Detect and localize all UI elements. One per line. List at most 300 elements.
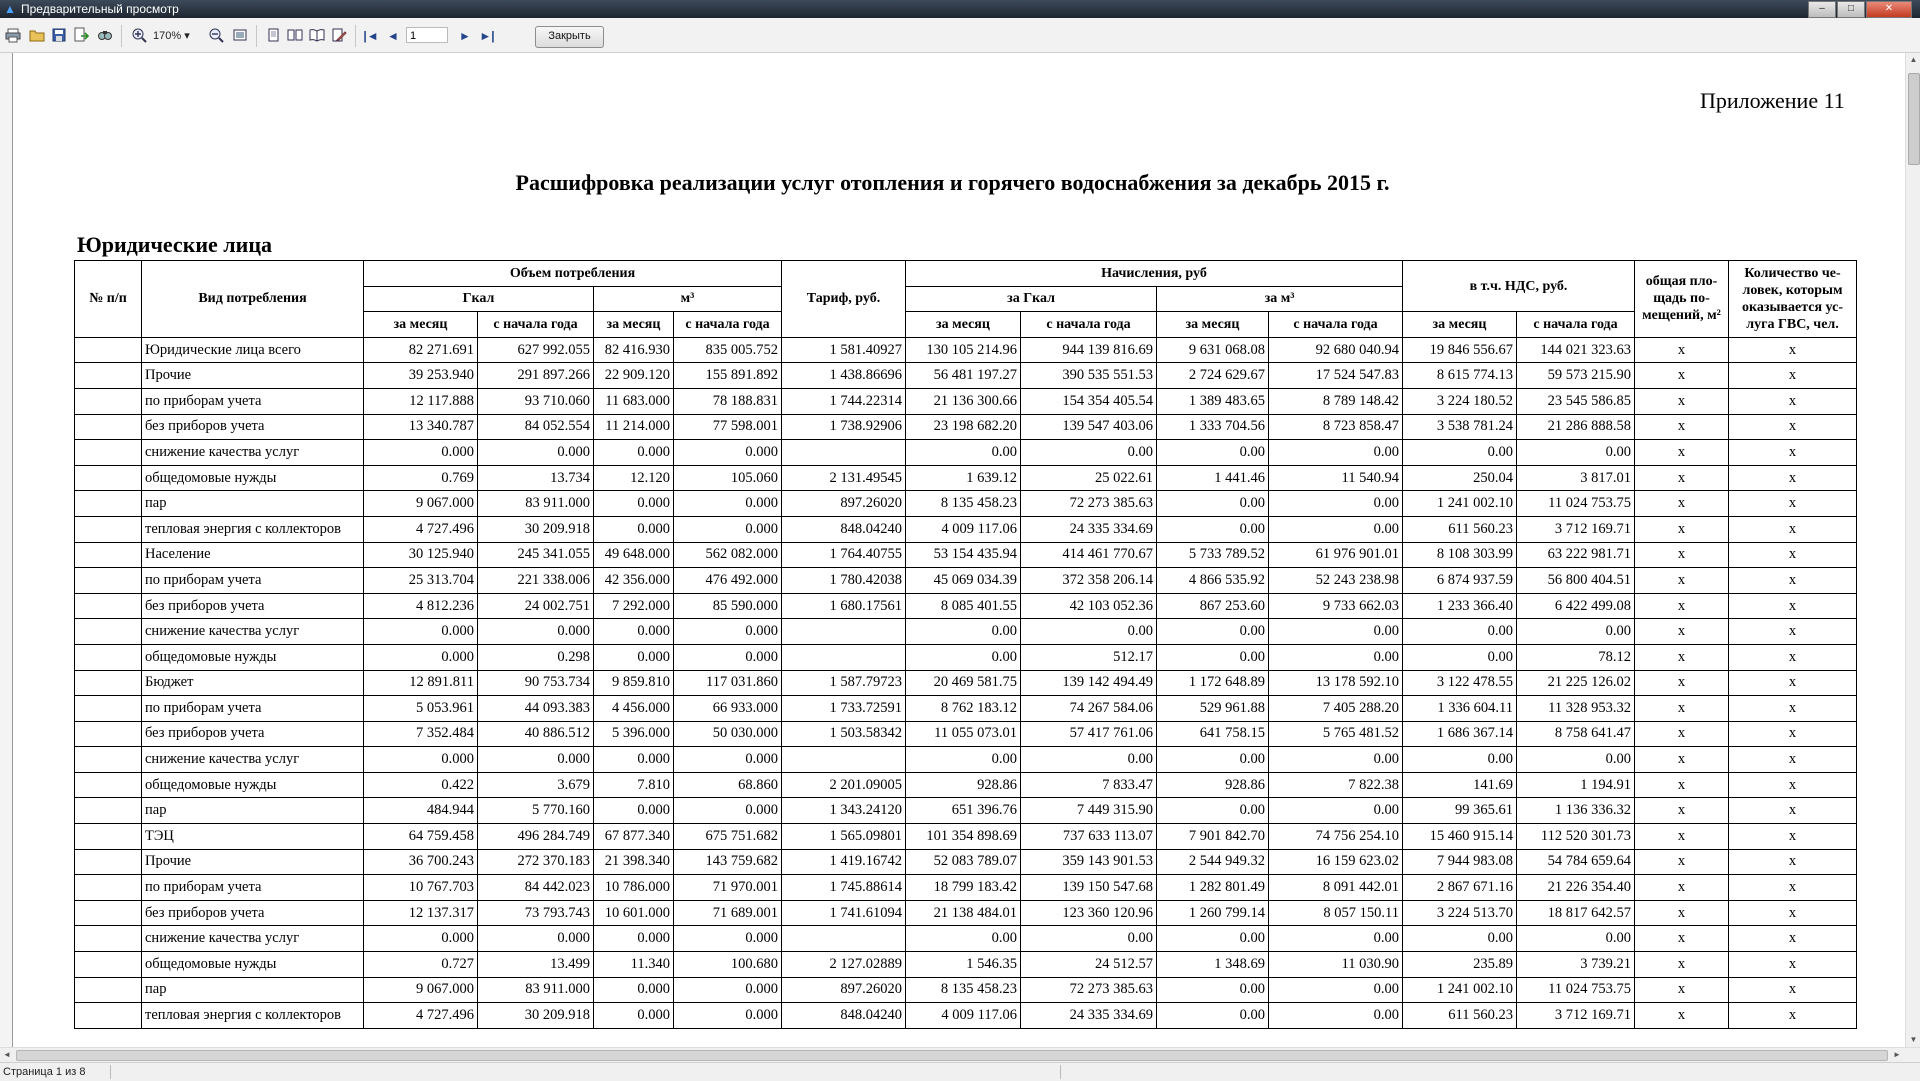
table-cell: 0.000 [674,747,782,773]
table-cell: 24 335 334.69 [1021,1003,1157,1029]
table-cell: 36 700.243 [364,849,478,875]
table-cell: 0.00 [1269,977,1403,1003]
row-label-cell: общедомовые нужды [142,952,364,978]
find-icon[interactable] [96,27,114,45]
table-cell: 139 150 547.68 [1021,875,1157,901]
table-cell: 42 103 052.36 [1021,593,1157,619]
row-label-cell: пар [142,977,364,1003]
table-cell: 139 547 403.06 [1021,414,1157,440]
table-cell: 641 758.15 [1157,721,1269,747]
row-number-cell [75,900,142,926]
table-cell: 1 233 366.40 [1403,593,1517,619]
row-label-cell: снижение качества услуг [142,747,364,773]
table-cell [782,926,906,952]
table-cell: 99 365.61 [1403,798,1517,824]
table-cell: 0.00 [906,440,1021,466]
table-row [75,824,1857,850]
table-cell: 5 396.000 [594,721,674,747]
single-page-icon[interactable] [264,27,282,45]
table-cell: 0.422 [364,772,478,798]
table-row [75,1003,1857,1029]
table-cell: 3 817.01 [1517,465,1635,491]
table-cell: 0.000 [594,619,674,645]
table-cell: 101 354 898.69 [906,824,1021,850]
header-per-gcal: за Гкал [906,286,1157,312]
last-page-button[interactable]: ►| [479,29,495,43]
export-icon[interactable] [72,27,90,45]
table-cell: 484.944 [364,798,478,824]
table-cell: x [1635,542,1729,568]
table-cell: 92 680 040.94 [1269,337,1403,363]
table-cell: 9 733 662.03 [1269,593,1403,619]
row-number-cell [75,824,142,850]
table-cell: x [1729,363,1857,389]
table-cell: 737 633 113.07 [1021,824,1157,850]
table-cell: 7 352.484 [364,721,478,747]
table-row [75,977,1857,1003]
table-cell: 82 271.691 [364,337,478,363]
zoom-in-icon[interactable] [130,27,148,45]
table-cell: x [1635,593,1729,619]
table-row [75,875,1857,901]
table-cell: 67 877.340 [594,824,674,850]
row-number-cell [75,926,142,952]
edit-icon[interactable] [330,27,348,45]
table-cell: 13 178 592.10 [1269,670,1403,696]
header-num: № п/п [75,261,142,338]
table-cell: 10 601.000 [594,900,674,926]
print-icon[interactable] [4,27,22,45]
toolbar-separator [355,25,356,47]
table-cell: x [1729,414,1857,440]
table-cell: 40 886.512 [478,721,594,747]
scroll-right-icon[interactable]: ► [1893,1050,1901,1059]
table-cell: 12.120 [594,465,674,491]
table-cell: 4 812.236 [364,593,478,619]
row-label-cell: общедомовые нужды [142,644,364,670]
table-cell: 1 780.42038 [782,568,906,594]
page-number-input[interactable]: 1 [406,27,448,43]
table-cell: 0.000 [594,926,674,952]
table-cell: 39 253.940 [364,363,478,389]
window-titlebar [0,0,1920,18]
header-tariff: Тариф, руб. [782,261,906,338]
next-page-button[interactable]: ► [459,29,471,43]
table-cell: 0.000 [594,977,674,1003]
table-cell: 0.000 [364,926,478,952]
table-cell: 8 758 641.47 [1517,721,1635,747]
two-pages-icon[interactable] [286,27,304,45]
table-cell: 0.000 [674,977,782,1003]
table-cell: 21 286 888.58 [1517,414,1635,440]
table-cell: 867 253.60 [1157,593,1269,619]
table-cell: 1 343.24120 [782,798,906,824]
table-cell: 6 874 937.59 [1403,568,1517,594]
table-cell: 12 891.811 [364,670,478,696]
table-row [75,798,1857,824]
header-m3: м³ [594,286,782,312]
row-number-cell [75,670,142,696]
table-cell: 414 461 770.67 [1021,542,1157,568]
table-cell: x [1729,593,1857,619]
maximize-button[interactable]: □ [1837,1,1865,18]
row-label-cell: пар [142,491,364,517]
table-cell: 1 764.40755 [782,542,906,568]
row-number-cell [75,1003,142,1029]
table-cell: 1 438.86696 [782,363,906,389]
table-cell: 6 422 499.08 [1517,593,1635,619]
table-row [75,414,1857,440]
table-cell: 78 188.831 [674,388,782,414]
table-cell: 8 723 858.47 [1269,414,1403,440]
open-icon[interactable] [28,27,46,45]
table-cell: x [1729,977,1857,1003]
table-cell: x [1635,465,1729,491]
book-icon[interactable] [308,27,326,45]
table-cell: 0.00 [1403,644,1517,670]
table-cell: 897.26020 [782,491,906,517]
table-cell: 8 135 458.23 [906,977,1021,1003]
table-cell: 0.00 [1157,644,1269,670]
table-cell: x [1635,670,1729,696]
table-cell: 52 083 789.07 [906,849,1021,875]
table-cell: 77 598.001 [674,414,782,440]
header-month: за месяц [364,312,478,338]
table-cell: x [1635,798,1729,824]
table-cell: 7 944 983.08 [1403,849,1517,875]
row-label-cell: Прочие [142,849,364,875]
table-cell: 7 901 842.70 [1157,824,1269,850]
table-cell: 8 615 774.13 [1403,363,1517,389]
table-cell: 0.000 [478,619,594,645]
table-cell: 9 859.810 [594,670,674,696]
table-cell: 8 108 303.99 [1403,542,1517,568]
page-left-margin [0,53,13,1047]
table-cell: 0.000 [674,491,782,517]
table-cell: 123 360 120.96 [1021,900,1157,926]
table-cell: 74 267 584.06 [1021,696,1157,722]
row-number-cell [75,644,142,670]
table-cell: 64 759.458 [364,824,478,850]
table-cell: 944 139 816.69 [1021,337,1157,363]
table-cell: x [1729,644,1857,670]
table-cell: 1 348.69 [1157,952,1269,978]
row-number-cell [75,337,142,363]
row-number-cell [75,363,142,389]
first-page-button[interactable]: |◄ [363,29,379,43]
table-cell: 2 867 671.16 [1403,875,1517,901]
row-label-cell: тепловая энергия с коллекторов [142,516,364,542]
table-cell [782,619,906,645]
table-cell: 30 125.940 [364,542,478,568]
table-cell: 1 333 704.56 [1157,414,1269,440]
page-status: Страница 1 из 8 [3,1066,86,1078]
table-cell: 1 680.17561 [782,593,906,619]
table-cell: 0.00 [1021,619,1157,645]
table-cell: 0.000 [674,440,782,466]
table-cell: x [1729,849,1857,875]
row-label-cell: общедомовые нужды [142,465,364,491]
row-label-cell: общедомовые нужды [142,772,364,798]
row-number-cell [75,542,142,568]
table-cell: x [1729,388,1857,414]
table-cell: 272 370.183 [478,849,594,875]
table-cell: x [1635,875,1729,901]
row-number-cell [75,388,142,414]
table-cell: 0.000 [478,440,594,466]
table-cell: 83 911.000 [478,977,594,1003]
table-cell: 0.00 [1157,491,1269,517]
table-cell: 50 030.000 [674,721,782,747]
table-cell: 59 573 215.90 [1517,363,1635,389]
table-cell: 9 067.000 [364,491,478,517]
table-cell: 4 009 117.06 [906,516,1021,542]
table-cell: 155 891.892 [674,363,782,389]
table-cell: 651 396.76 [906,798,1021,824]
table-row [75,696,1857,722]
table-cell: x [1635,772,1729,798]
table-cell: x [1729,619,1857,645]
vertical-scrollbar[interactable] [1905,53,1920,1047]
table-cell: 141.69 [1403,772,1517,798]
table-cell: 1 744.22314 [782,388,906,414]
table-row [75,593,1857,619]
table-cell: x [1729,798,1857,824]
row-label-cell: пар [142,798,364,824]
table-cell: x [1635,824,1729,850]
table-cell: 3 712 169.71 [1517,1003,1635,1029]
table-cell: 0.00 [1403,926,1517,952]
save-icon[interactable] [50,27,68,45]
table-cell: 0.00 [906,926,1021,952]
row-label-cell: снижение качества услуг [142,440,364,466]
table-cell: x [1635,849,1729,875]
table-row [75,849,1857,875]
table-cell: 112 520 301.73 [1517,824,1635,850]
table-cell: 0.769 [364,465,478,491]
table-cell: 291 897.266 [478,363,594,389]
row-label-cell: снижение качества услуг [142,619,364,645]
zoom-select[interactable]: 170% ▾ [153,30,190,42]
table-cell: 359 143 901.53 [1021,849,1157,875]
table-cell: 57 417 761.06 [1021,721,1157,747]
table-cell: 1 241 002.10 [1403,977,1517,1003]
table-cell: 24 512.57 [1021,952,1157,978]
header-area: общая пло-щадь по-мещений, м² [1635,261,1729,338]
table-cell: 8 057 150.11 [1269,900,1403,926]
table-cell: 12 137.317 [364,900,478,926]
table-cell: x [1635,900,1729,926]
table-cell: x [1635,491,1729,517]
table-cell: 897.26020 [782,977,906,1003]
table-cell: 1 745.88614 [782,875,906,901]
table-cell: x [1729,491,1857,517]
table-cell: 78.12 [1517,644,1635,670]
table-cell: x [1729,337,1857,363]
table-cell: 16 159 623.02 [1269,849,1403,875]
scroll-down-icon[interactable]: ▼ [1909,1035,1918,1044]
row-label-cell: Юридические лица всего [142,337,364,363]
table-cell: 154 354 405.54 [1021,388,1157,414]
header-month: за месяц [594,312,674,338]
table-cell: 72 273 385.63 [1021,491,1157,517]
table-cell: x [1635,516,1729,542]
table-row [75,772,1857,798]
table-cell: 7.810 [594,772,674,798]
section-title: Юридические лица [77,232,273,257]
row-label-cell: без приборов учета [142,414,364,440]
table-cell: 66 933.000 [674,696,782,722]
status-bar [0,1062,1920,1081]
header-month: за месяц [906,312,1021,338]
table-cell: 0.00 [1517,440,1635,466]
table-cell: 83 911.000 [478,491,594,517]
table-cell: 8 085 401.55 [906,593,1021,619]
table-row [75,337,1857,363]
table-cell: x [1729,1003,1857,1029]
row-number-cell [75,516,142,542]
table-cell: 1 587.79723 [782,670,906,696]
toolbar-separator [256,25,257,47]
table-cell: 18 817 642.57 [1517,900,1635,926]
table-cell [782,440,906,466]
table-cell: x [1729,670,1857,696]
vertical-scroll-thumb[interactable] [1908,73,1920,165]
status-divider [1060,1065,1061,1079]
table-cell: 848.04240 [782,1003,906,1029]
fit-page-icon[interactable] [231,27,249,45]
table-cell: 0.00 [1403,440,1517,466]
table-cell: 24 335 334.69 [1021,516,1157,542]
row-number-cell [75,619,142,645]
table-cell: 8 789 148.42 [1269,388,1403,414]
header-people: Количество че-ловек, которым оказывается ус-луга ГВС, чел. [1729,261,1857,338]
table-cell: 11.340 [594,952,674,978]
scroll-up-icon[interactable]: ▲ [1909,55,1918,64]
table-cell: x [1729,465,1857,491]
table-cell: 390 535 551.53 [1021,363,1157,389]
zoom-out-icon[interactable] [207,27,225,45]
table-cell: 3 122 478.55 [1403,670,1517,696]
table-cell: 0.00 [1269,1003,1403,1029]
table-cell: 0.00 [1517,926,1635,952]
table-cell: x [1635,414,1729,440]
header-ytd: с начала года [1021,312,1157,338]
horizontal-scrollbar[interactable] [0,1047,1920,1062]
row-label-cell: без приборов учета [142,593,364,619]
table-cell: 85 590.000 [674,593,782,619]
row-number-cell [75,772,142,798]
table-cell: 143 759.682 [674,849,782,875]
horizontal-scroll-thumb[interactable] [16,1050,1888,1061]
header-ytd: с начала года [674,312,782,338]
table-cell: x [1729,875,1857,901]
row-label-cell: Население [142,542,364,568]
row-label-cell: без приборов учета [142,721,364,747]
row-number-cell [75,414,142,440]
header-volume: Объем потребления [364,261,782,287]
table-cell: 2 201.09005 [782,772,906,798]
table-cell: 4 727.496 [364,1003,478,1029]
table-cell: 1 389 483.65 [1157,388,1269,414]
table-cell: 611 560.23 [1403,516,1517,542]
table-cell: 1 546.35 [906,952,1021,978]
table-cell: 21 136 300.66 [906,388,1021,414]
row-label-cell: снижение качества услуг [142,926,364,952]
report-title: Расшифровка реализации услуг отопления и горячего водоснабжения за декабрь 2015 г. [515,170,1390,195]
close-preview-button[interactable]: Закрыть [535,26,604,48]
row-number-cell [75,491,142,517]
minimize-button[interactable]: – [1808,1,1836,18]
table-cell: x [1635,337,1729,363]
table-cell: 611 560.23 [1403,1003,1517,1029]
table-cell: 105.060 [674,465,782,491]
table-cell: 0.00 [1157,977,1269,1003]
table-cell: 42 356.000 [594,568,674,594]
row-number-cell [75,798,142,824]
table-cell: 0.00 [906,619,1021,645]
table-cell: 0.00 [1021,747,1157,773]
table-cell: 0.00 [1269,926,1403,952]
table-cell: 221 338.006 [478,568,594,594]
table-cell: x [1635,1003,1729,1029]
close-window-button[interactable]: ✕ [1866,1,1912,18]
table-cell: 49 648.000 [594,542,674,568]
table-cell: 93 710.060 [478,388,594,414]
table-cell: 0.00 [1269,516,1403,542]
table-cell: 0.00 [906,747,1021,773]
table-cell: 1 172 648.89 [1157,670,1269,696]
table-cell: 2 127.02889 [782,952,906,978]
table-cell: 562 082.000 [674,542,782,568]
header-gcal: Гкал [364,286,594,312]
table-cell: 1 639.12 [906,465,1021,491]
report-table-body [75,337,1857,1028]
table-cell: 11 030.90 [1269,952,1403,978]
table-cell: 1 336 604.11 [1403,696,1517,722]
table-row [75,465,1857,491]
table-cell: 0.298 [478,644,594,670]
table-cell: 90 753.734 [478,670,594,696]
row-label-cell: по приборам учета [142,696,364,722]
row-number-cell [75,747,142,773]
row-number-cell [75,952,142,978]
table-cell: 1 260 799.14 [1157,900,1269,926]
table-cell: 130 105 214.96 [906,337,1021,363]
table-cell [782,644,906,670]
table-cell: 0.727 [364,952,478,978]
table-row [75,619,1857,645]
table-cell: 0.00 [1403,747,1517,773]
table-cell: 0.000 [364,747,478,773]
table-cell: x [1729,952,1857,978]
table-cell: 0.000 [594,644,674,670]
table-cell: 84 442.023 [478,875,594,901]
prev-page-button[interactable]: ◄ [387,29,399,43]
scroll-left-icon[interactable]: ◄ [3,1050,11,1059]
table-cell: 11 540.94 [1269,465,1403,491]
table-cell: 0.000 [674,926,782,952]
table-cell: 23 545 586.85 [1517,388,1635,414]
table-cell: 2 544 949.32 [1157,849,1269,875]
table-cell: 0.00 [1517,619,1635,645]
table-cell: 0.000 [594,440,674,466]
table-cell: 8 762 183.12 [906,696,1021,722]
table-row [75,747,1857,773]
header-charges: Начисления, руб [906,261,1403,287]
table-cell: 18 799 183.42 [906,875,1021,901]
table-cell: 1 241 002.10 [1403,491,1517,517]
